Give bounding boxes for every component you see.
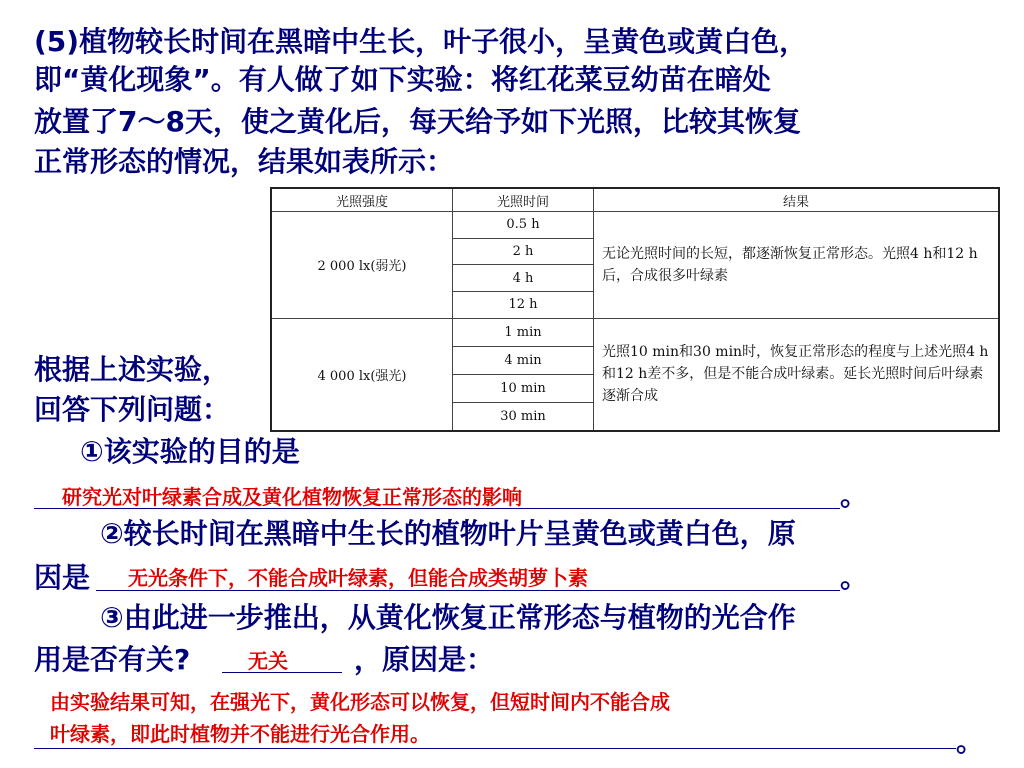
intro-line-1: (5)植物较长时间在黑暗中生长，叶子很小，呈黄色或黄白色， [34, 25, 808, 58]
q1-answer: 研究光对叶绿素合成及黄化植物恢复正常形态的影响 [62, 485, 522, 509]
experiment-table [270, 187, 1000, 432]
q2-prompt: ②较长时间在黑暗中生长的植物叶片呈黄色或黄白色，原 [100, 517, 796, 550]
time-cell: 10 min [453, 374, 594, 402]
side-text-line-1: 根据上述实验， [34, 353, 231, 386]
q3-reason-line-1: 由实验结果可知，在强光下，黄化形态可以恢复，但短时间内不能合成 [50, 690, 670, 714]
q3-prompt-cont: 用是否有关? [34, 643, 191, 676]
time-cell: 12 h [453, 292, 594, 319]
q1-prompt: ①该实验的目的是 [80, 435, 300, 468]
intensity-strong: 4 000 lx(强光) [271, 318, 453, 431]
q3-reason-line-2: 叶绿素，即此时植物并不能进行光合作用。 [50, 722, 430, 746]
q3-mid: ，原因是： [354, 643, 495, 676]
q3-prompt: ③由此进一步推出，从黄化恢复正常形态与植物的光合作 [100, 601, 796, 634]
header-result: 结果 [594, 188, 1000, 212]
header-time: 光照时间 [453, 188, 594, 212]
result-strong: 光照10 min和30 min时，恢复正常形态的程度与上述光照4 h和12 h差不多，但是不能合成叶绿素。延长光照时间后叶绿素逐渐合成 [594, 318, 1000, 431]
intro-line-4: 正常形态的情况，结果如表所示： [34, 145, 455, 178]
intensity-weak: 2 000 lx(弱光) [271, 212, 453, 319]
time-cell: 2 h [453, 238, 594, 265]
time-cell: 1 min [453, 318, 594, 346]
q3-end: 。 [956, 725, 985, 758]
result-weak: 无论光照时间的长短，都逐渐恢复正常形态。光照4 h和12 h后，合成很多叶绿素 [594, 212, 1000, 319]
q2-answer: 无光条件下，不能合成叶绿素，但能合成类胡萝卜素 [128, 566, 588, 590]
q2-end: 。 [840, 561, 869, 594]
table-row [271, 318, 999, 346]
time-cell: 0.5 h [453, 212, 594, 239]
q3-answer: 无关 [248, 649, 288, 673]
table-header-row [271, 188, 999, 212]
time-cell: 4 min [453, 346, 594, 374]
q1-end: 。 [840, 479, 869, 512]
intro-line-2: 即“黄化现象”。有人做了如下实验：将红花菜豆幼苗在暗处 [34, 63, 771, 96]
table-row [271, 212, 999, 239]
q3-reason-underline [34, 748, 956, 749]
header-intensity: 光照强度 [271, 188, 453, 212]
q2-prompt-cont: 因是 [34, 561, 91, 594]
side-text-line-2: 回答下列问题： [34, 393, 231, 426]
intro-line-3: 放置了7～8天，使之黄化后，每天给予如下光照，比较其恢复 [34, 105, 801, 138]
time-cell: 30 min [453, 402, 594, 431]
time-cell: 4 h [453, 265, 594, 292]
